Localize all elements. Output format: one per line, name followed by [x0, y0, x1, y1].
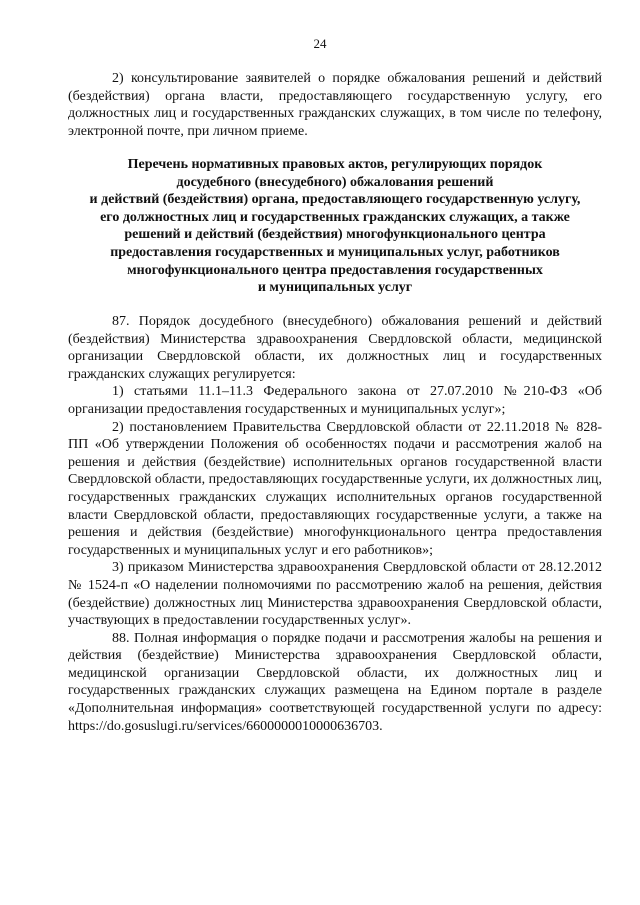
heading-line: предоставления государственных и муниципальных услуг, работников [110, 244, 560, 260]
section-heading [68, 156, 602, 297]
intro-block [68, 70, 602, 140]
list-item-3: 3) приказом Министерства здравоохранения Свердловской области от 28.12.2012 № 1524-п «О наделении полномочиями по рассмотрению жалоб на решения, действия (бездействие) должностных лиц Министерства здравоохранения Свердловской области, участвующих в предоставлении государственных услуг». [68, 560, 602, 629]
heading-line: Перечень нормативных правовых актов, регулирующих порядок [127, 157, 543, 172]
heading-line: досудебного (внесудебного) обжалования решений [176, 174, 494, 190]
body-block [68, 313, 602, 735]
paragraph-88: 88. Полная информация о порядке подачи и рассмотрения жалобы на решения и действия (бездействие) Министерства здравоохранения Свердловской области, медицинской организации Свердловской области, их должностных лиц и государственных гражданских служащих размещена на Едином портале в разделе «Дополнительная информация» соответствующей государственной услуги по адресу: https://do.gosuslugi.ru/services/6600000010000636703. [68, 630, 602, 734]
paragraph-87: 87. Порядок досудебного (внесудебного) обжалования решений и действий (бездействия) Министерства здравоохранения Свердловской области, медицинской организации Свердловской области, их должностных лиц и государственных гражданских служащих регулируется: [68, 314, 602, 382]
list-item-2: 2) постановлением Правительства Свердловской области от 22.11.2018 № 828-ПП «Об утверждении Положения об особенностях подачи и рассмотрения жалоб на решения и действия (бездействие) исполнительных органов государственной власти Свердловской области, предоставляющих государственные услуги, их должностных лиц, государственных гражданских служащих исполнительных органов государственной власти Свердловской области, предоставляющих государственные услуги, а также на решения и действия (бездействие) многофункционального центра предоставления государственных и муниципальных услуг и его работников»; [68, 419, 602, 558]
heading-line: и действий (бездействия) органа, предоставляющего государственную услугу, [89, 192, 581, 208]
heading-line: многофункционального центра предоставления государственных [127, 262, 543, 278]
heading-line: и муниципальных услуг [257, 280, 413, 296]
heading-line: его должностных лиц и государственных гражданских служащих, а также [100, 209, 570, 225]
page-number: 24 [313, 36, 327, 51]
list-item-1: 1) статьями 11.1–11.3 Федерального закона от 27.07.2010 №210-ФЗ «Об организации предоставления государственных и муниципальных услуг»; [68, 384, 602, 417]
intro-paragraph: 2) консультирование заявителей о порядке обжалования решений и действий (бездействия) органа власти, предоставляющего государственную услугу, его должностных лиц и государственных гражданских служащих, в том числе по телефону, электронной почте, при личном приеме. [68, 71, 602, 139]
heading-line: решений и действий (бездействия) многофункционального центра [124, 227, 546, 243]
